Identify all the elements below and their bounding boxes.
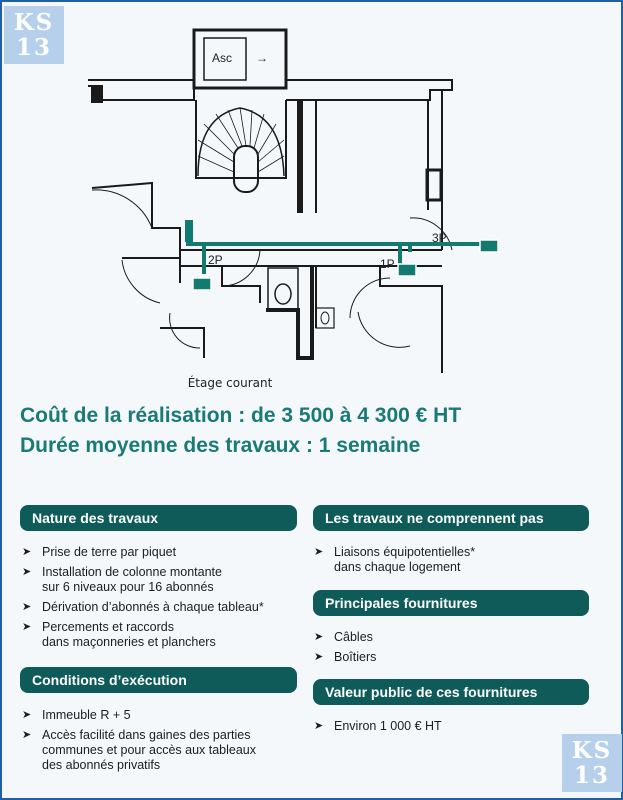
bullet-arrow-icon: ➤ [22, 729, 32, 741]
bullet-item [20, 600, 310, 615]
bullet-item [312, 545, 602, 575]
bullet-text: Prise de terre par piquet [42, 545, 177, 559]
bullet-arrow-icon: ➤ [22, 566, 32, 578]
bullet-arrow-icon: ➤ [314, 546, 324, 558]
wall-north-left [88, 80, 194, 100]
bullet-text: Liaisons équipotentielles* [334, 545, 476, 559]
bullet-arrow-icon: ➤ [22, 601, 32, 613]
wall-north-right [286, 80, 452, 100]
bullet-arrow-icon: ➤ [314, 651, 324, 663]
meter-box-3p [480, 240, 498, 252]
riser-block [185, 220, 193, 242]
elevator-arrow-icon: → [256, 51, 268, 65]
door-arc-2p [222, 250, 260, 286]
bullet-arrow-icon: ➤ [22, 546, 32, 558]
bullet-arrow-icon: ➤ [314, 631, 324, 643]
bullet-text: dans maçonneries et planchers [42, 635, 216, 649]
bullet-text: des abonnés privatifs [42, 758, 161, 772]
list-value [312, 719, 602, 739]
bullet-text: sur 6 niveaux pour 16 abonnés [42, 580, 214, 594]
wc-small [316, 308, 334, 328]
wc-bowl [321, 312, 329, 324]
bullet-text: Accès facilité dans gaines des parties [42, 728, 251, 742]
bullet-arrow-icon: ➤ [22, 621, 32, 633]
wall-room-2p [222, 266, 260, 303]
staircase-core [234, 146, 258, 192]
bullet-item [20, 728, 310, 773]
cost-headline: Coût de la réalisation : de 3 500 à 4 300 € HT [20, 404, 462, 427]
bullet-text: Percements et raccords [42, 620, 174, 634]
section-value-title: Valeur public de ces fournitures [313, 679, 589, 705]
ks-badge-code: KS [571, 737, 613, 764]
bullet-text: Immeuble R + 5 [42, 708, 131, 722]
staircase-curve [198, 108, 284, 176]
section-conditions-title: Conditions d’exécution [20, 667, 297, 693]
stair-steps [198, 108, 284, 172]
meter-box-1p [398, 264, 416, 276]
meter-box-2p [193, 278, 211, 290]
door-arc-bottom [358, 312, 410, 347]
wall-bath [266, 266, 312, 358]
bullet-item [20, 620, 310, 650]
bullet-text: communes et pour accès aux tableaux [42, 743, 257, 757]
list-excluded [312, 545, 602, 580]
bullet-item [20, 708, 310, 723]
section-supplies-title: Principales fournitures [313, 590, 589, 616]
wall-left-lower [122, 258, 180, 283]
bullet-item [20, 545, 310, 560]
ks-badge-number: 13 [15, 34, 52, 61]
ks-badge-top [4, 6, 64, 64]
bullet-item [20, 565, 310, 595]
wall-right-bottom [410, 286, 442, 373]
bullet-item [312, 630, 602, 645]
door-arc-bottom-left [170, 313, 200, 348]
section-excluded-title: Les travaux ne comprennent pas [313, 505, 589, 531]
ks-badge-number: 13 [573, 762, 610, 789]
bullet-text: Boîtiers [334, 650, 377, 664]
bullet-item [312, 719, 602, 734]
bullet-text: dans chaque logement [334, 560, 461, 574]
bullet-text: Installation de colonne montante [42, 565, 222, 579]
staircase-outer [196, 100, 286, 178]
ks-badge-bottom [562, 734, 622, 792]
list-nature [20, 545, 310, 655]
room-label-3p: 3P [432, 231, 447, 245]
bullet-arrow-icon: ➤ [22, 709, 32, 721]
elevator-label: Asc [212, 51, 233, 65]
floor-plan [80, 28, 520, 373]
ks-badge-code: KS [13, 9, 55, 36]
bullet-arrow-icon: ➤ [314, 720, 324, 732]
bullet-item [312, 650, 602, 665]
room-label-2p: 2P [208, 253, 223, 267]
list-conditions [20, 708, 310, 778]
wall-left-room [92, 183, 180, 258]
pillar-left [92, 86, 102, 102]
bullet-text: Environ 1 000 € HT [334, 719, 442, 733]
duration-headline: Durée moyenne des travaux : 1 semaine [20, 434, 421, 457]
toilet [275, 284, 291, 304]
section-nature-title: Nature des travaux [20, 505, 297, 531]
bullet-text: Dérivation d’abonnés à chaque tableau* [42, 600, 264, 614]
door-arc-left [92, 190, 152, 228]
bullet-text: Câbles [334, 630, 373, 644]
door-arc-left2 [122, 260, 160, 303]
room-label-1p: 1P [380, 257, 395, 271]
plan-caption: Étage courant [187, 376, 273, 390]
list-supplies [312, 630, 602, 670]
door-arc-1p [350, 278, 390, 318]
pillar-right [427, 170, 441, 200]
